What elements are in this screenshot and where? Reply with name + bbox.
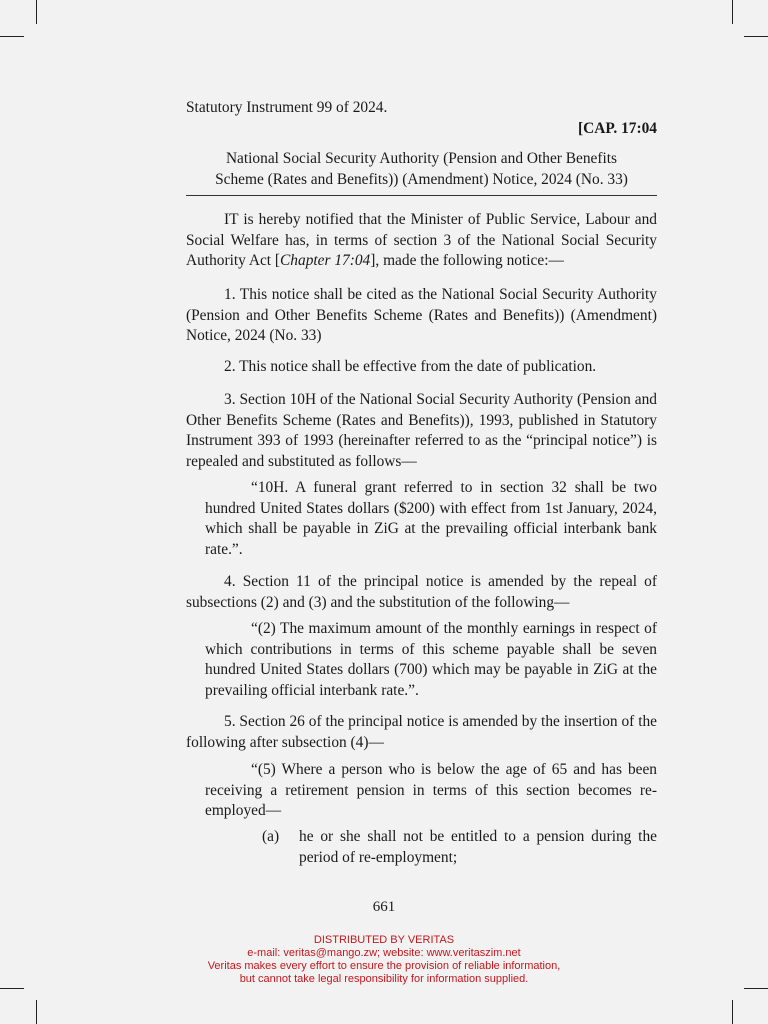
footer-line-1: DISTRIBUTED BY VERITAS	[313, 934, 455, 946]
paragraph-4: 4. Section 11 of the principal notice is amended by the repeal of subsections (2) and (3) and the substitution of the following—	[186, 573, 657, 611]
notice-title-line-2: Scheme (Rates and Benefits)) (Amendment) Notice, 2024 (No. 33)	[215, 170, 628, 188]
item-a-text: he or she shall not be entitled to a pension during the period of re-employment;	[299, 828, 657, 866]
quoted-subsection-5: “(5) Where a person who is below the age of 65 and has been receiving a retirement pension in terms of this section becomes re-employed—	[205, 761, 657, 820]
quoted-section-10h: “10H. A funeral grant referred to in section 32 shall be two hundred United States dollars ($200) with effect from 1st January, 2024, which shall be payable in ZiG at the prevailing official interbank bank rate.”.	[205, 479, 657, 558]
footer-line-4: but cannot take legal responsibility for information supplied.	[239, 973, 529, 985]
preamble-text: IT is hereby notified that the Minister of Public Service, Labour and Social Welfare has, in terms of section 3 of the National Social Security Authority Act [	[186, 211, 657, 270]
crop-mark	[732, 0, 733, 24]
crop-mark	[744, 988, 768, 989]
crop-mark	[0, 36, 24, 37]
statutory-instrument-line: Statutory Instrument 99 of 2024.	[186, 99, 388, 116]
crop-mark	[732, 1000, 733, 1024]
footer-line-2: e-mail: veritas@mango.zw; website: www.veritaszim.net	[247, 947, 521, 959]
crop-mark	[0, 988, 24, 989]
title-rule	[186, 195, 657, 196]
crop-mark	[744, 36, 768, 37]
crop-mark	[36, 1000, 37, 1024]
paragraph-3: 3. Section 10H of the National Social Security Authority (Pension and Other Benefits Scheme (Rates and Benefits)), 1993, published in Statutory Instrument 393 of 1993 (hereinafter referred to as the “principal notice”) is repealed and substituted as follows—	[186, 391, 657, 470]
chapter-citation: Chapter 17:04	[280, 252, 371, 270]
quoted-subsection-2: “(2) The maximum amount of the monthly earnings in respect of which contributions in terms of this scheme payable shall be seven hundred United States dollars (700) which may be payable in ZiG at the prevailing official interbank rate.”.	[205, 620, 657, 699]
paragraph-5: 5. Section 26 of the principal notice is amended by the insertion of the following after subsection (4)—	[186, 713, 657, 751]
crop-mark	[36, 0, 37, 24]
chapter-reference: [CAP. 17:04	[578, 120, 657, 137]
item-a-label: (a)	[262, 828, 280, 845]
preamble-paragraph	[186, 210, 657, 272]
notice-title	[186, 149, 657, 190]
footer-line-3: Veritas makes every effort to ensure the provision of reliable information,	[207, 960, 561, 972]
notice-title-line-1: National Social Security Authority (Pension and Other Benefits	[225, 150, 618, 167]
page-number: 661	[372, 899, 396, 915]
preamble-ending: ], made the following notice:—	[370, 252, 564, 270]
paragraph-2: 2. This notice shall be effective from the date of publication.	[224, 358, 597, 375]
paragraph-1: 1. This notice shall be cited as the National Social Security Authority (Pension and Other Benefits Scheme (Rates and Benefits)) (Amendment) Notice, 2024 (No. 33)	[186, 286, 657, 345]
